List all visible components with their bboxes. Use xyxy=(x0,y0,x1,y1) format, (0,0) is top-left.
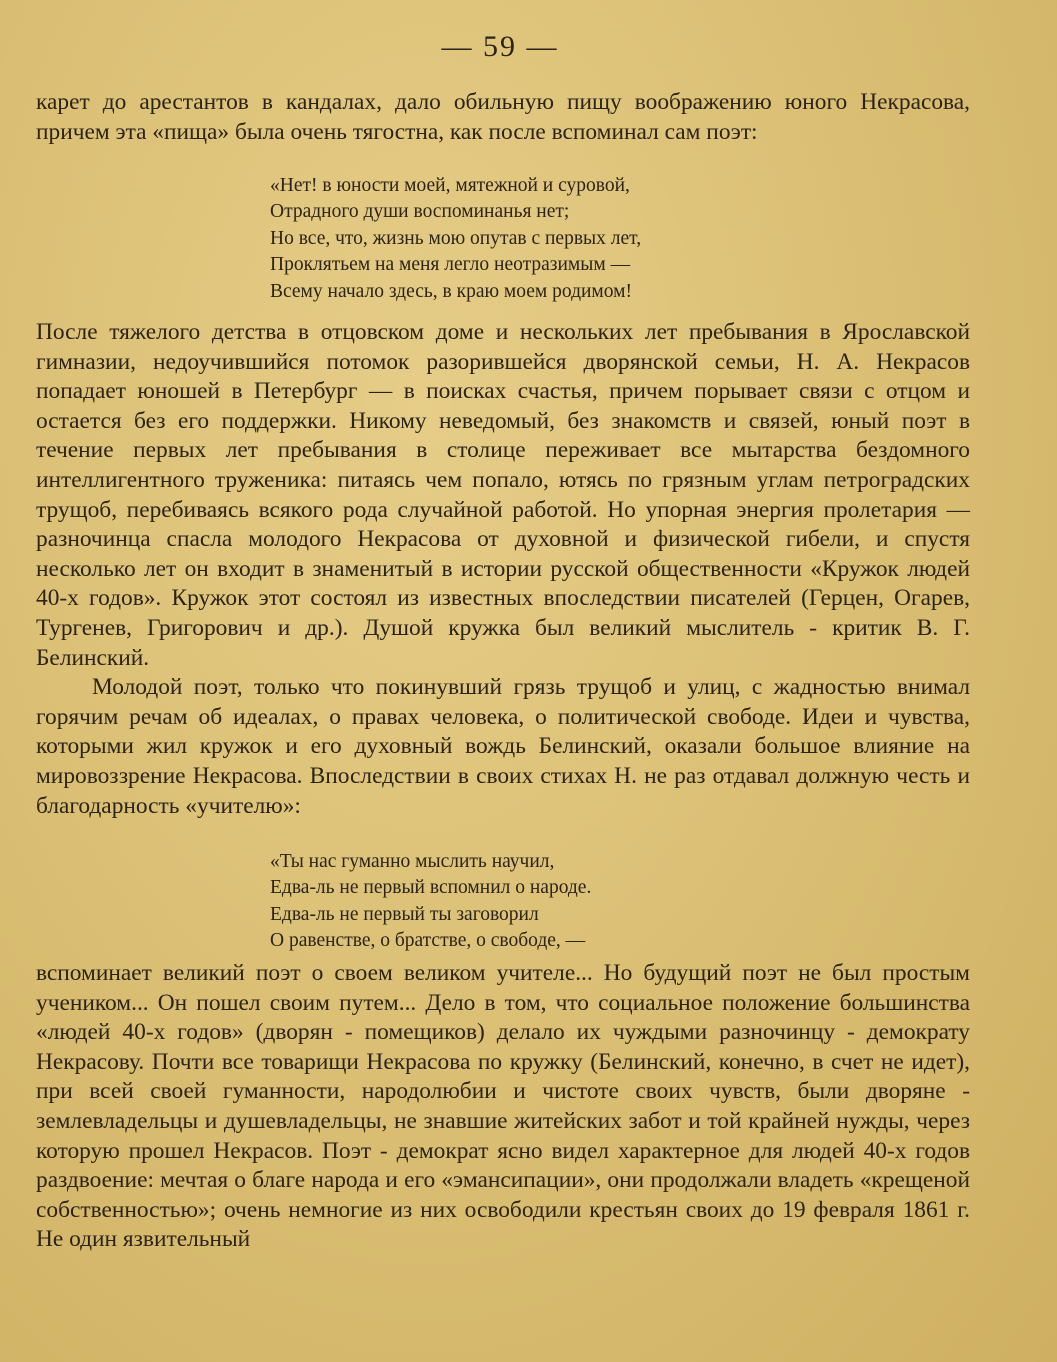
verse-line: Проклятьем на меня легло неотразимым — xyxy=(270,254,631,276)
verse-line: Но все, что, жизнь мою опутав с первых лет, xyxy=(270,227,642,249)
page-number: — 59 — xyxy=(441,30,559,63)
verse-line: Едва-ль не первый ты заговорил xyxy=(270,903,539,925)
verse-line: О равенстве, о братстве, о свободе, — xyxy=(270,930,586,952)
verse-line: «Нет! в юности моей, мятежной и суровой, xyxy=(270,175,630,196)
verse-quote-1 xyxy=(270,173,970,305)
text-block-1 xyxy=(36,88,970,147)
text-block-2 xyxy=(36,318,970,821)
verse-line: Отрадного души воспоминанья нет; xyxy=(270,201,570,223)
paragraph: вспоминает великий поэт о своем великом учителе... Но будущий поэт не был простым учеником... Он пошел своим путем... Дело в том, что социальное положение большинства «людей 40-х годов» (дворян - помещиков) делало их чуждыми разночинцу - демократу Некрасову. Почти все товарищи Некрасова по кружку (Белинский, конечно, в счет не идет), при всей своей гуманности, народолюбии и чистоте своих чувств, были дворяне - землевладельцы и душевладельцы, не знавшие житейских забот и той крайней нужды, через которую прошел Некрасов. Поэт - демократ ясно видел характерное для людей 40-х годов раздвоение: мечтая о благе народа и его «эмансипации», они продолжали владеть «крещеной собственностью»; очень немногие из них освободили крестьян своих до 19 февраля 1861 г. Не один язвительный xyxy=(36,960,970,1253)
paragraph: Молодой поэт, только что покинувший грязь трущоб и улиц, с жадностью внимал горячим речам об идеалах, о правах человека, о политической свободе. Идеи и чувства, которыми жил кружок и его духовный вождь Белинский, оказали большое влияние на мировоззрение Некрасова. Впоследствии в своих стихах Н. не раз отдавал должную честь и благодарность «учителю»: xyxy=(36,674,970,819)
verse-line: «Ты нас гуманно мыслить научил, xyxy=(270,851,555,872)
verse-line: Едва-ль не первый вспомнил о народе. xyxy=(270,877,592,899)
text-block-3 xyxy=(36,959,970,1255)
verse-line: Всему начало здесь, в краю моем родимом! xyxy=(270,280,632,302)
paragraph: После тяжелого детства в отцовском доме и нескольких лет пребывания в Ярославской гимназии, недоучившийся потомок разорившейся дворянской семьи, Н. А. Некрасов попадает юношей в Петербург — в поисках счастья, причем порывает связи с отцом и остается без его поддержки. Никому неведомый, без знакомств и связей, юный поэт в течение первых лет пребывания в столице переживает все мытарства бездомного интеллигентного труженика: питаясь чем попало, ютясь по грязным углам петроградских трущоб, перебиваясь всякого рода случайной работой. Но упорная энергия пролетария — разночинца спасла молодого Некрасова от духовной и физической гибели, и спустя несколько лет он входит в знаменитый в истории русской общественности «Кружок людей 40-х годов». Кружок этот состоял из известных впоследствии писателей (Герцен, Огарев, Тургенев, Григорович и др.). Душой кружка был великий мыслитель - критик В. Г. Белинский. xyxy=(36,319,970,671)
paragraph: карет до арестантов в кандалах, дало обильную пищу воображению юного Некрасова, причем эта «пища» была очень тягостна, как после вспоминал сам поэт: xyxy=(36,89,970,145)
verse-quote-2 xyxy=(270,849,970,955)
